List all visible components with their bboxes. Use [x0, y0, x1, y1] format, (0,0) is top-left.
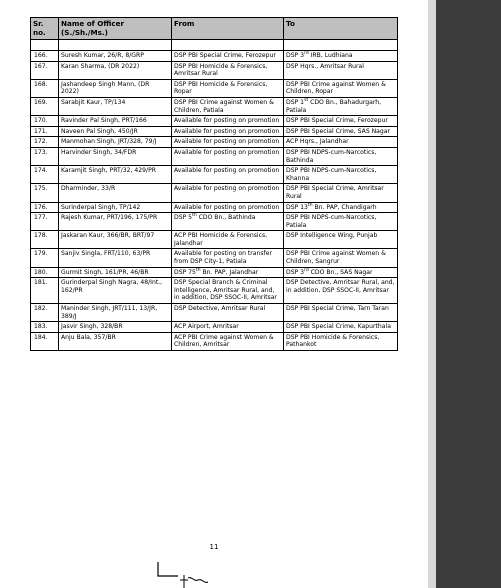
cell-to [284, 97, 398, 115]
cell-to [284, 304, 398, 322]
cell-text-part: DSP 13 [286, 203, 308, 211]
cell-officer-name: Gurmit Singh, 161/PR, 46/BR [59, 267, 172, 278]
spacer-row [31, 40, 398, 51]
ordinal-suffix: st [304, 97, 309, 103]
cell-sr-no: 184. [31, 332, 59, 350]
cell-from: Available for posting on promotion [172, 147, 284, 165]
cell-to [284, 332, 398, 350]
cell-officer-name: Karamjit Singh, PRT/32, 429/PR [59, 166, 172, 184]
cell-sr-no: 168. [31, 79, 59, 97]
table-row [31, 166, 398, 184]
cell-sr-no: 169. [31, 97, 59, 115]
header-to: To [284, 18, 398, 40]
cell-text-part: DSP Intelligence Wing, Punjab [286, 232, 378, 240]
cell-from: DSP Special Branch & Criminal Intelligence, Amritsar Rural, and, in addition, DSP SSOC-II, Amritsar [172, 278, 284, 304]
cell-from: DSP PBI Homicide & Forensics, Amritsar Rural [172, 61, 284, 79]
cell-to [284, 213, 398, 231]
table-row [31, 79, 398, 97]
cell-officer-name: Sarabjit Kaur, TP/134 [59, 97, 172, 115]
cell-officer-name: Naveen Pal Singh, 450/JR [59, 126, 172, 137]
cell-text-part: DSP PBI Homicide & Forensics, Pathankot [286, 333, 380, 349]
cell-sr-no: 173. [31, 147, 59, 165]
cell-officer-name: Rajesh Kumar, PRT/196, 175/PR [59, 213, 172, 231]
cell-officer-name: Suresh Kumar, 26/R, 8/GRP [59, 51, 172, 62]
cell-to [284, 166, 398, 184]
cell-from [172, 213, 284, 231]
cell-from: Available for posting on transfer from DSP City-1, Patiala [172, 249, 284, 267]
cell-sr-no: 166. [31, 51, 59, 62]
cell-text-part: CDO Bn., SAS Nagar [308, 268, 373, 276]
cell-sr-no: 179. [31, 249, 59, 267]
cell-to [284, 126, 398, 137]
cell-text-part: DSP 75 [174, 268, 196, 276]
cell-to [284, 61, 398, 79]
cell-text-part: DSP PBI Special Crime, Kapurthala [286, 323, 391, 331]
cell-text-part: CDO Bn., Bahadurgarh, Patiala [286, 98, 382, 114]
signature-mark [150, 558, 210, 588]
ordinal-suffix: th [307, 202, 313, 208]
cell-from: DSP PBI Special Crime, Ferozepur [172, 51, 284, 62]
officers-table [30, 17, 398, 351]
cell-officer-name: Jasvir Singh, 328/BR [59, 322, 172, 333]
cell-from: ACP PBI Homicide & Forensics, Jalandhar [172, 231, 284, 249]
cell-to [284, 249, 398, 267]
cell-text-part: DSP Detective, Amritsar Rural, and, in addition, DSP SSOC-II, Amritsar [286, 279, 395, 294]
cell-text-part: DSP PBI Crime against Women & Children, Sangrur [286, 250, 386, 266]
cell-text-part: DSP PBI NDPS-cum-Narcotics, Patiala [286, 214, 377, 229]
cell-from [172, 267, 284, 278]
table-row [31, 267, 398, 278]
table-row [31, 184, 398, 202]
cell-officer-name: Ravinder Pal Singh, PRT/166 [59, 116, 172, 127]
cell-from: Available for posting on promotion [172, 202, 284, 213]
cell-to [284, 231, 398, 249]
table-row [31, 126, 398, 137]
cell-text-part: DSP PBI Crime against Women & Children, Ropar [286, 80, 386, 96]
cell-to [284, 79, 398, 97]
cell-text-part: ACP Hqrs., Jalandhar [286, 138, 349, 146]
header-name-of-officer: Name of Officer (S./Sh./Ms.) [59, 18, 172, 40]
cell-to [284, 267, 398, 278]
cell-from: DSP PBI Homicide & Forensics, Ropar [172, 79, 284, 97]
cell-officer-name: Anju Bala, 357/BR [59, 332, 172, 350]
cell-to [284, 51, 398, 62]
table-row [31, 61, 398, 79]
cell-officer-name: Harvinder Singh, 34/FDR [59, 147, 172, 165]
cell-from: Available for posting on promotion [172, 126, 284, 137]
table-row [31, 213, 398, 231]
cell-sr-no: 174. [31, 166, 59, 184]
cell-text-part: DSP PBI Special Crime, Ferozepur [286, 117, 388, 125]
table-header-row [31, 18, 398, 40]
cell-from: Available for posting on promotion [172, 116, 284, 127]
cell-officer-name: Dharminder, 33/R [59, 184, 172, 202]
table-row [31, 304, 398, 322]
ordinal-suffix: th [192, 213, 197, 219]
cell-to [284, 116, 398, 127]
cell-to [284, 322, 398, 333]
cell-officer-name: Jaskaran Kaur, 366/BR, BRT/97 [59, 231, 172, 249]
header-from: From [172, 18, 284, 40]
cell-sr-no: 183. [31, 322, 59, 333]
table-row [31, 147, 398, 165]
cell-sr-no: 181. [31, 278, 59, 304]
table-row [31, 249, 398, 267]
cell-text-part: DSP Hqrs., Amritsar Rural [286, 62, 364, 70]
cell-sr-no: 172. [31, 137, 59, 148]
table-row [31, 278, 398, 304]
cell-text-part: DSP 3 [286, 52, 305, 59]
cell-from: Available for posting on promotion [172, 166, 284, 184]
cell-text-part: DSP PBI NDPS-cum-Narcotics, Khanna [286, 167, 377, 182]
cell-sr-no: 177. [31, 213, 59, 231]
cell-officer-name: Surinderpal Singh, TP/142 [59, 202, 172, 213]
cell-text-part: DSP PBI Special Crime, Amritsar Rural [286, 185, 384, 200]
table-row [31, 97, 398, 115]
table-row [31, 116, 398, 127]
cell-text-part: DSP 3 [286, 268, 305, 276]
cell-officer-name: Karan Sharma, (DR 2022) [59, 61, 172, 79]
cell-to [284, 184, 398, 202]
cell-from: ACP PBI Crime against Women & Children, Amritsar [172, 332, 284, 350]
cell-officer-name: Sanjiv Singla, FRT/110, 63/PR [59, 249, 172, 267]
page-number: 11 [209, 543, 219, 551]
cell-sr-no: 176. [31, 202, 59, 213]
cell-to [284, 278, 398, 304]
table-body [31, 40, 398, 351]
cell-text-part: DSP PBI NDPS-cum-Narcotics, Bathinda [286, 148, 377, 164]
cell-sr-no: 175. [31, 184, 59, 202]
cell-text-part: Bn. PAP, Jalandhar [200, 268, 259, 276]
cell-sr-no: 178. [31, 231, 59, 249]
table-row [31, 231, 398, 249]
ordinal-suffix: th [195, 267, 201, 273]
cell-from: DSP Detective, Amritsar Rural [172, 304, 284, 322]
cell-text-part: CDO Bn., Bathinda [196, 214, 256, 222]
cell-sr-no: 167. [31, 61, 59, 79]
cell-text-part: Bn. PAP, Chandigarh [312, 203, 377, 211]
table-row [31, 332, 398, 350]
table-row [31, 322, 398, 333]
ordinal-suffix: rd [304, 50, 309, 56]
cell-to [284, 147, 398, 165]
page-edge [428, 0, 436, 588]
cell-officer-name: Manmohan Singh, JRT/328, 79/J [59, 137, 172, 148]
cell-from: Available for posting on promotion [172, 184, 284, 202]
cell-text-part: DSP 5 [174, 214, 193, 222]
cell-sr-no: 171. [31, 126, 59, 137]
cell-officer-name: Jashandeep Singh Mann, (DR 2022) [59, 79, 172, 97]
ordinal-suffix: rd [304, 267, 309, 273]
cell-from: Available for posting on promotion [172, 137, 284, 148]
cell-text-part: DSP 1 [286, 98, 305, 106]
cell-officer-name: Maninder Singh, JRT/111, 13/JR, 389/J [59, 304, 172, 322]
cell-sr-no: 180. [31, 267, 59, 278]
table-row [31, 51, 398, 62]
cell-sr-no: 182. [31, 304, 59, 322]
cell-sr-no: 170. [31, 116, 59, 127]
cell-text-part: DSP PBI Special Crime, SAS Nagar [286, 127, 391, 135]
cell-to [284, 202, 398, 213]
header-sr-no: Sr. no. [31, 18, 59, 40]
cell-from: ACP Airport, Amritsar [172, 322, 284, 333]
table-row [31, 137, 398, 148]
cell-to [284, 137, 398, 148]
cell-text-part: IRB, Ludhiana [308, 52, 353, 59]
cell-text-part: DSP PBI Special Crime, Tarn Taran [286, 305, 389, 313]
cell-officer-name: Gurinderpal Singh Nagra, 48/Int., 162/PR [59, 278, 172, 304]
cell-from: DSP PBI Crime against Women & Children, Patiala [172, 97, 284, 115]
table-row [31, 202, 398, 213]
